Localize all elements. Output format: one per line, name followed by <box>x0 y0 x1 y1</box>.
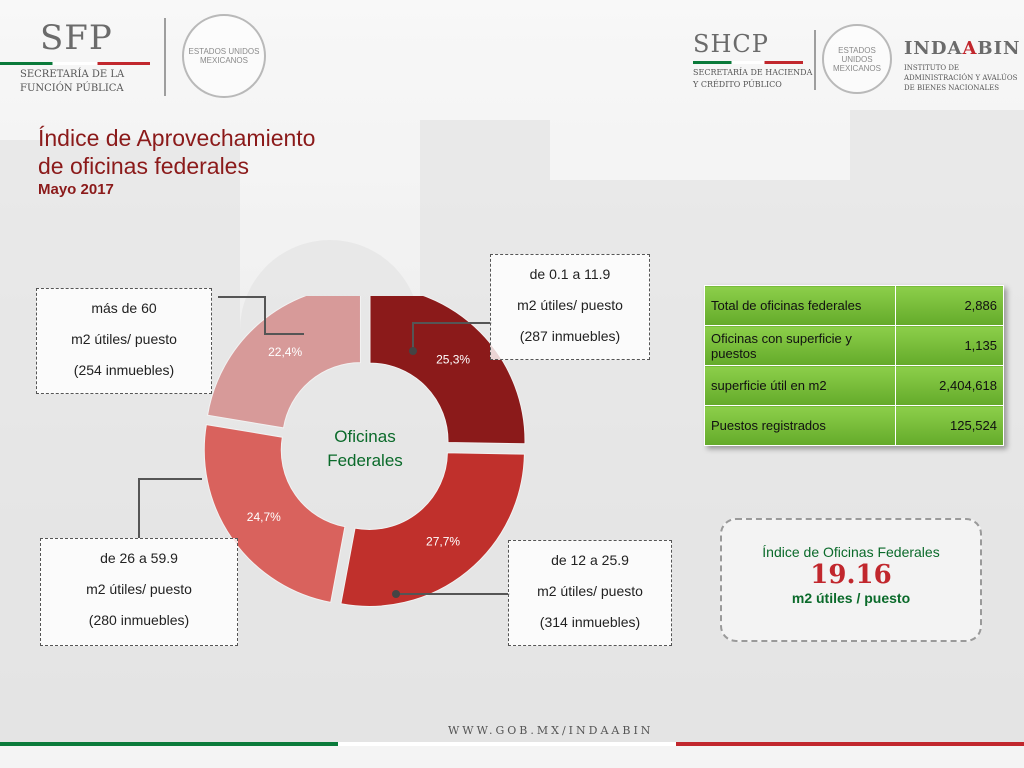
callout-range: de 12 a 25.9 <box>551 552 629 568</box>
donut-chart <box>200 296 530 616</box>
donut-center-label: Federales <box>327 451 403 470</box>
callout-more-than-60 <box>36 288 212 394</box>
index-box <box>720 518 982 642</box>
callout-12-to-25-9 <box>508 540 672 646</box>
indaabin-logo-name: INDAABIN <box>904 38 1021 59</box>
callout-count: (287 inmuebles) <box>519 328 621 344</box>
table-cell-value: 2,886 <box>896 286 1004 326</box>
donut-center-label: Oficinas <box>334 427 396 446</box>
callout-connector <box>264 333 304 335</box>
table-row <box>705 406 1004 446</box>
index-unit: m2 útiles / puesto <box>791 590 911 606</box>
table-row <box>705 286 1004 326</box>
indaabin-logo-subtitle: INSTITUTO DE ADMINISTRACIÓN Y AVALÚOS DE BIENES NACIONALES <box>904 64 1018 92</box>
table-cell-value: 2,404,618 <box>896 366 1004 406</box>
callout-dot <box>409 347 417 355</box>
page-title <box>38 124 315 180</box>
summary-table <box>704 285 1004 446</box>
callout-count: (314 inmuebles) <box>539 614 641 630</box>
donut-value-label: 27,7% <box>426 534 461 549</box>
page-title-line2: de oficinas federales <box>38 153 249 179</box>
callout-connector <box>138 478 202 480</box>
table-cell-label: superficie útil en m2 <box>705 366 896 406</box>
callout-connector <box>412 322 492 324</box>
donut-slice-1 <box>341 453 525 607</box>
callout-26-to-59-9 <box>40 538 238 646</box>
callout-dot <box>392 590 400 598</box>
shcp-logo-name: SHCP <box>693 30 769 58</box>
header-divider <box>814 30 816 90</box>
table-cell-label: Puestos registrados <box>705 406 896 446</box>
mexico-seal-icon: ESTADOS UNIDOS MEXICANOS <box>182 14 266 98</box>
table-cell-label: Oficinas con superficie y puestos <box>705 326 896 366</box>
table-cell-value: 125,524 <box>896 406 1004 446</box>
footer-strip <box>0 746 1024 768</box>
callout-range: de 0.1 a 11.9 <box>529 266 611 282</box>
callout-count: (280 inmuebles) <box>88 612 190 628</box>
mexico-seal-icon: ESTADOS UNIDOS MEXICANOS <box>822 24 892 94</box>
header-divider <box>164 18 166 96</box>
callout-connector <box>396 593 510 595</box>
table-cell-label: Total de oficinas federales <box>705 286 896 326</box>
shcp-logo-subtitle: SECRETARÍA DE HACIENDA Y CRÉDITO PÚBLICO <box>693 68 813 89</box>
sfp-logo-name: SFP <box>40 18 113 58</box>
donut-value-label: 22,4% <box>268 344 303 359</box>
donut-value-label: 24,7% <box>246 509 281 524</box>
page-title-line1: Índice de Aprovechamiento <box>38 125 316 151</box>
callout-unit: m2 útiles/ puesto <box>537 583 643 599</box>
table-cell-value: 1,135 <box>896 326 1004 366</box>
shcp-logo <box>693 30 813 91</box>
callout-connector <box>218 296 266 298</box>
page-subtitle: Mayo 2017 <box>38 181 114 198</box>
callout-unit: m2 útiles/ puesto <box>71 331 177 347</box>
table-row <box>705 366 1004 406</box>
callout-connector <box>138 478 140 538</box>
callout-count: (254 inmuebles) <box>73 362 175 378</box>
table-row <box>705 326 1004 366</box>
indaabin-logo <box>904 38 1019 93</box>
sfp-logo-subtitle: SECRETARÍA DE LA FUNCIÓN PÚBLICA <box>20 69 125 94</box>
callout-unit: m2 útiles/ puesto <box>86 581 192 597</box>
footer-url: WWW.GOB.MX/INDAABIN <box>448 724 654 737</box>
donut-value-label: 25,3% <box>436 352 471 367</box>
index-label: Índice de Oficinas Federales <box>762 544 940 560</box>
callout-unit: m2 útiles/ puesto <box>517 297 623 313</box>
callout-0-1-to-11-9 <box>490 254 650 360</box>
index-value: 19.16 <box>810 560 892 590</box>
callout-range: más de 60 <box>91 300 157 316</box>
callout-range: de 26 a 59.9 <box>100 550 178 566</box>
donut-slice-3 <box>208 296 361 428</box>
callout-connector <box>264 296 266 334</box>
